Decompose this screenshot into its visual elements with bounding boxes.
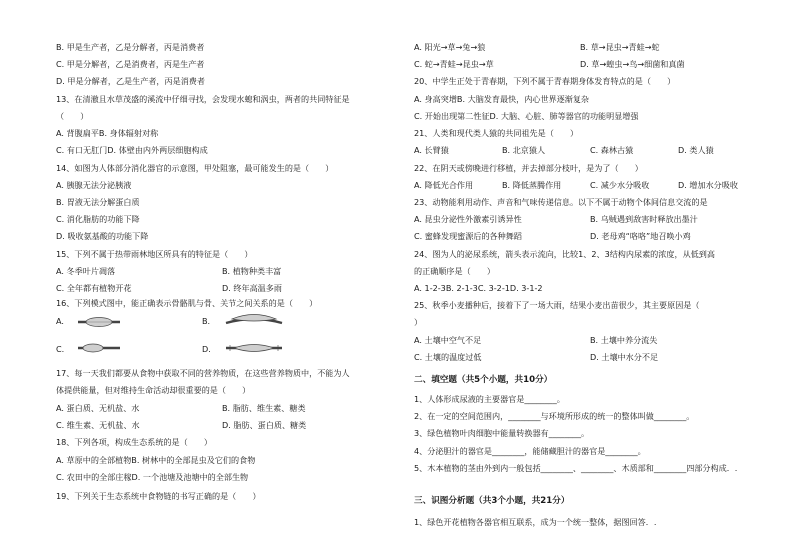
option-b: B. 土壤中养分流失: [590, 335, 658, 345]
question-16: 16、下列模式图中，能正确表示骨骼肌与骨、关节之间关系的是（ ）: [56, 298, 318, 308]
option-a: A. 昆虫分泌性外激素引诱异性: [414, 214, 522, 224]
muscle-bone-figure-a: [76, 315, 122, 329]
question-14: 14、如图为人体部分消化器官的示意图，甲处阻塞，最可能发生的是（ ）: [56, 163, 334, 173]
right-line: C. 开始出现第二性征D. 大脑、心脏、肺等器官的功能明显增强: [414, 111, 639, 121]
option-b: B. 降低蒸腾作用: [502, 180, 562, 190]
section-title-fill-blank: 二、填空题（共5个小题，共10分）: [414, 375, 553, 385]
question-18: 18、下列各项，构成生态系统的是（ ）: [56, 437, 212, 447]
option-c: C. 全年都有植物开花: [56, 283, 132, 293]
option-a: A. 冬季叶片凋落: [56, 266, 116, 276]
option-a: A. 土壤中空气不足: [414, 335, 482, 345]
fill-blank-5: 5、木本植物的茎由外到内一般包括________、________、木质部和________四部分构成．.: [414, 463, 738, 473]
option-c: C. 土壤的温度过低: [414, 352, 482, 362]
option-a: A. 降低光合作用: [414, 180, 474, 190]
option-b: B. 草→昆虫→青蛙→蛇: [580, 42, 660, 52]
question-22: 22、在阴天或傍晚进行移植，并去掉部分枝叶，是为了（ ）: [414, 163, 643, 173]
option-d: D. 终年高温多雨: [222, 283, 282, 293]
option-b: B. 乌贼遇到敌害时释放出墨汁: [590, 214, 698, 224]
q16-label-b: B.: [202, 316, 211, 326]
question-13: 13、在清澈且水草茂盛的溪流中仔细寻找，会发现水螅和涡虫，两者的共同特征是: [56, 94, 350, 104]
question-17: 17、每一天我们都要从食物中获取不同的营养物质，在这些营养物质中，不能为人: [56, 368, 350, 378]
option-d: D. 增加水分吸收: [678, 180, 738, 190]
question-15: 15、下列不属于热带雨林地区所具有的特征是（ ）: [56, 249, 253, 259]
right-line: 的正确顺序是（ ）: [414, 266, 495, 276]
left-line: C. 有口无肛门D. 体壁由内外两层细胞构成: [56, 145, 208, 155]
option-c: C. 维生素、无机盐、水: [56, 420, 140, 430]
left-line: B. 甲是生产者，乙是分解者，丙是消费者: [56, 42, 205, 52]
left-line: 体提供能量，但对维持生命活动却很重要的是（ ）: [56, 385, 251, 395]
section-title-diagram-analysis: 三、识图分析题（共3个小题，共21分）: [414, 496, 570, 506]
option-a: A. 长臂猿: [414, 145, 449, 155]
fill-blank-1: 1、人体形成尿液的主要器官是________。: [414, 394, 565, 404]
option-c: C. 蛇→青蛙→昆虫→草: [414, 59, 494, 69]
question-24: 24、图为人的泌尿系统，箭头表示流向，比较1、2、3结构内尿素的浓度，从低到高: [414, 249, 715, 259]
fill-blank-2: 2、在一定的空间范围内，________与环境所形成的统一的整体叫做________。: [414, 411, 695, 421]
question-23: 23、动物能利用动作、声音和气味传递信息。以下不属于动物个体间信息交流的是: [414, 197, 708, 207]
left-line: C. 甲是分解者，乙是消费者，丙是生产者: [56, 59, 205, 69]
option-c: C. 减少水分吸收: [590, 180, 650, 190]
q18-option-row: A. 草原中的全部植物B. 树林中的全部昆虫及它们的食物: [56, 455, 256, 465]
option-d: D. 土壤中水分不足: [590, 352, 659, 362]
option-c: C. 森林古猿: [590, 145, 634, 155]
fill-blank-3: 3、绿色植物叶肉细胞中能量转换器有________。: [414, 428, 590, 438]
right-line: A. 1-2-3B. 2-1-3C. 3-2-1D. 3-1-2: [414, 283, 543, 293]
q16-label-c: C.: [56, 344, 65, 354]
fill-blank-4: 4、分泌胆汁的器官是________，能储藏胆汁的器官是________。: [414, 446, 646, 456]
diagram-question-1: 1、绿色开花植物各器官相互联系，成为一个统一整体，据图回答．.: [414, 517, 657, 527]
muscle-bone-figure-b: [224, 311, 284, 329]
option-d: D. 草→蝗虫→鸟→细菌和真菌: [580, 59, 685, 69]
right-line: ）: [414, 317, 423, 327]
option-d: D. 脂肪、蛋白质、糖类: [222, 420, 307, 430]
left-line: （ ）: [56, 111, 89, 121]
option-a: A. 蛋白质、无机盐、水: [56, 403, 140, 413]
option-b: B. 植物种类丰富: [222, 266, 282, 276]
question-19: 19、下列关于生态系统中食物链的书写正确的是（ ）: [56, 491, 261, 501]
option-b: B. 脂肪、维生素、糖类: [222, 403, 306, 413]
question-21: 21、人类和现代类人猿的共同祖先是（ ）: [414, 128, 579, 138]
q18-option-row: C. 农田中的全部庄稼D. 一个池塘及池塘中的全部生物: [56, 472, 249, 482]
left-line: D. 吸收氨基酸的功能下降: [56, 231, 149, 241]
left-line: D. 甲是分解者，乙是生产者，丙是消费者: [56, 76, 205, 86]
left-line: A. 背腹扁平B. 身体辐射对称: [56, 128, 159, 138]
left-line: A. 胰腺无法分泌胰液: [56, 180, 132, 190]
option-d: D. 老母鸡“咯咯”地召唤小鸡: [590, 231, 691, 241]
option-c: C. 蜜蜂发现蜜源后的各种舞蹈: [414, 231, 522, 241]
left-line: B. 胃液无法分解蛋白质: [56, 197, 140, 207]
option-a: A. 阳光→草→兔→狼: [414, 42, 486, 52]
question-25: 25、秋季小麦播种后，接着下了一场大雨，结果小麦出苗很少，其主要原因是（: [414, 300, 700, 310]
q16-label-a: A.: [56, 316, 64, 326]
right-line: A. 身高突增B. 大脑发育最快，内心世界逐渐复杂: [414, 94, 590, 104]
muscle-bone-figure-c: [76, 341, 122, 355]
muscle-bone-figure-d: [224, 339, 284, 357]
q16-label-d: D.: [202, 344, 211, 354]
option-d: D. 类人猿: [678, 145, 714, 155]
option-b: B. 北京猿人: [502, 145, 546, 155]
left-line: C. 消化脂肪的功能下降: [56, 214, 140, 224]
question-20: 20、中学生正处于青春期，下列不属于青春期身体发育特点的是（ ）: [414, 76, 676, 86]
